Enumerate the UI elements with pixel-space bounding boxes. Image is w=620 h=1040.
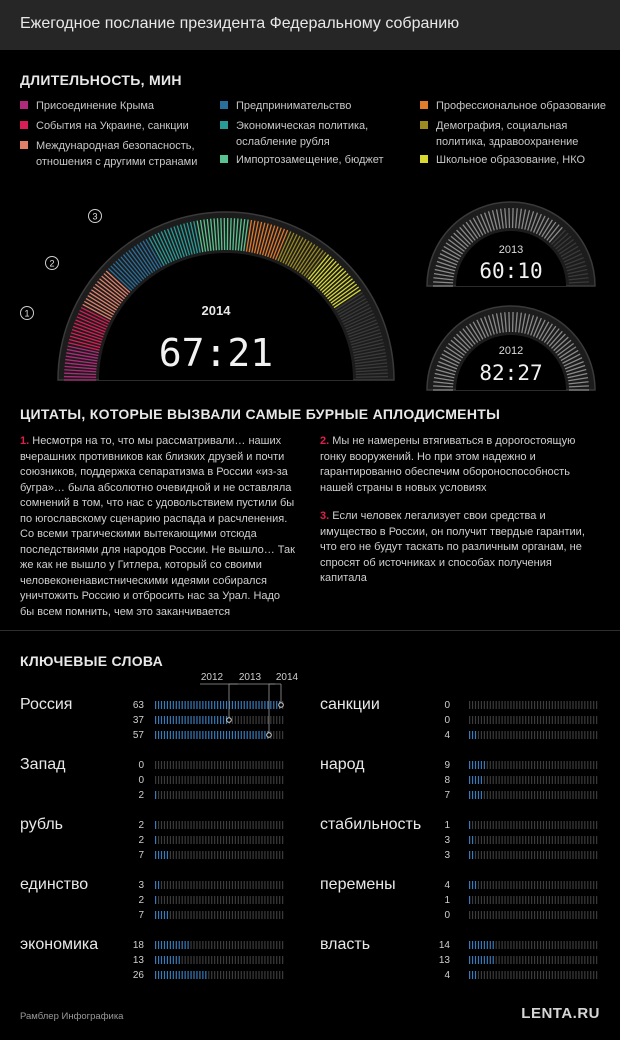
legend-label: События на Украине, санкции — [36, 120, 189, 132]
svg-text:2014: 2014 — [275, 672, 299, 683]
svg-text:2: 2 — [49, 258, 55, 269]
keyword-bar-2013 — [470, 716, 597, 724]
year-callout-2014 — [267, 672, 299, 737]
keyword-count-2012: 63 — [132, 700, 144, 711]
duration-title: ДЛИТЕЛЬНОСТЬ, МИН — [20, 72, 182, 88]
keyword-label: народ — [320, 756, 365, 773]
keyword-count-2014: 0 — [444, 910, 450, 921]
keyword-count-2012: 0 — [444, 700, 450, 711]
keyword-bar-2014 — [156, 971, 283, 979]
quote-text: Несмотря на то, что мы рассматривали… наших вчерашних противников как близких друзей и почти союзников, поддержка сепаратизма в России «из-за бугра»… была абсолютно очевидной и не оставляла сомнений в том, что нас с удовольствием пустили бы по югославскому сценарию распада и расчленения. Со всеми трагическими вытекающими отсюда последствиями для народов России. Не вышло… Так же как не вышло у Гитлера, который со своими человеконенавистническими идеями собирался уничтожить Россию и отбросить нас за Урал. Надо бы всем помнить, чем это заканчивается — [20, 435, 295, 618]
svg-text:2013: 2013 — [238, 672, 262, 683]
quote-marker-2 — [46, 257, 59, 270]
quote-number: 2. — [320, 435, 330, 447]
keyword-count-2014: 7 — [138, 850, 144, 861]
keyword-count-2014: 4 — [444, 730, 450, 741]
gauge-value-2014: 67:21 — [158, 331, 274, 375]
keyword-count-2014: 26 — [132, 970, 144, 981]
keyword-count-2012: 18 — [132, 940, 144, 951]
keyword-bar-2013 — [156, 776, 283, 784]
keyword-count-2013: 0 — [138, 775, 144, 786]
keyword-count-2012: 9 — [444, 760, 450, 771]
legend-label: Предпринимательство — [236, 100, 352, 112]
keyword-label: рубль — [20, 816, 64, 833]
gauge-value-2012: 82:27 — [479, 361, 543, 385]
gauge-tick — [356, 377, 388, 378]
keyword-bar-2013 — [156, 836, 283, 844]
section-divider — [0, 630, 620, 631]
footer-brand: LENTA.RU — [521, 1005, 600, 1022]
keyword-count-2014: 3 — [444, 850, 450, 861]
keyword-count-2013: 37 — [132, 715, 144, 726]
year-callout-2012 — [200, 672, 283, 707]
keywords-title: КЛЮЧЕВЫЕ СЛОВА — [20, 653, 164, 669]
gauge-tick — [509, 208, 510, 228]
quote-text: Мы не намерены втягиваться в дорогостоящую гонку вооружений. Но при этом надежно и гарантированно обеспечим обороноспособность нашей страны в новых условиях — [320, 435, 576, 494]
legend-label: Экономическая политика, ослабление рубля — [236, 120, 369, 148]
quote-3 — [320, 509, 600, 587]
gauge-year-2014: 2014 — [201, 303, 231, 318]
gauge-tick — [513, 208, 514, 228]
keyword-bar-2014 — [470, 911, 597, 919]
quote-text: Если человек легализует свои средства и имущество в России, он получит твердые гарантии, что его не будут таскать по различным органам, не спросят об источниках и способах получения капитала — [320, 510, 585, 584]
svg-text:2012: 2012 — [200, 672, 224, 683]
duration-gauges — [0, 0, 620, 395]
keyword-label: перемены — [320, 876, 396, 893]
keyword-label: единство — [20, 876, 89, 893]
gauge-tick — [509, 312, 510, 332]
keyword-count-2014: 7 — [138, 910, 144, 921]
quote-marker-1 — [21, 307, 34, 320]
quote-number: 3. — [320, 510, 330, 522]
keyword-count-2012: 0 — [138, 760, 144, 771]
keyword-label: стабильность — [320, 816, 422, 833]
keyword-count-2012: 14 — [438, 940, 450, 951]
keyword-bar-2012 — [470, 701, 597, 709]
keyword-bar-2012 — [156, 941, 283, 949]
keyword-bar-2014 — [156, 791, 283, 799]
keyword-bar-2014 — [156, 731, 283, 739]
keyword-bar-2013 — [156, 716, 283, 724]
legend-label: Профессиональное образование — [436, 100, 607, 112]
keyword-bar-2012 — [470, 881, 597, 889]
keyword-bar-2014 — [470, 971, 597, 979]
keyword-count-2013: 1 — [444, 895, 450, 906]
keyword-bar-2012 — [156, 881, 283, 889]
keyword-bar-2013 — [470, 956, 597, 964]
keyword-count-2013: 2 — [138, 895, 144, 906]
keyword-label: Запад — [20, 756, 66, 773]
keyword-bar-2013 — [156, 896, 283, 904]
quote-2 — [320, 434, 600, 496]
gauge-tick — [513, 312, 514, 332]
keyword-bar-2013 — [156, 956, 283, 964]
keyword-count-2013: 0 — [444, 715, 450, 726]
keyword-bar-2012 — [470, 941, 597, 949]
quotes-title: ЦИТАТЫ, КОТОРЫЕ ВЫЗВАЛИ САМЫЕ БУРНЫЕ АПЛОДИСМЕНТЫ — [20, 406, 501, 422]
keyword-count-2013: 3 — [444, 835, 450, 846]
keyword-count-2013: 13 — [132, 955, 144, 966]
keyword-label: власть — [320, 936, 371, 953]
keyword-count-2014: 57 — [132, 730, 144, 741]
keyword-bar-2013 — [470, 836, 597, 844]
page-title: Ежегодное послание президента Федеральному собранию — [20, 15, 460, 32]
keyword-count-2014: 2 — [138, 790, 144, 801]
svg-text:1: 1 — [24, 308, 30, 319]
quote-1 — [20, 434, 296, 620]
keyword-bar-2014 — [470, 791, 597, 799]
gauge-tick — [64, 377, 96, 378]
quote-number: 1. — [20, 435, 30, 447]
gauge-year-2012: 2012 — [498, 345, 524, 357]
keyword-bar-2014 — [156, 851, 283, 859]
keyword-bar-2012 — [470, 821, 597, 829]
gauge-value-2013: 60:10 — [479, 259, 543, 283]
keyword-bar-2014 — [470, 731, 597, 739]
keyword-label: санкции — [320, 696, 380, 713]
keyword-count-2012: 4 — [444, 880, 450, 891]
legend-label: Импортозамещение, бюджет — [236, 154, 384, 166]
keyword-bar-2014 — [156, 911, 283, 919]
legend-label: Присоединение Крыма — [36, 100, 155, 112]
keyword-bar-2013 — [470, 896, 597, 904]
keyword-count-2012: 2 — [138, 820, 144, 831]
keyword-count-2013: 2 — [138, 835, 144, 846]
quote-marker-3 — [89, 210, 102, 223]
keyword-count-2014: 4 — [444, 970, 450, 981]
footer-credit: Рамблер Инфографика — [20, 1011, 124, 1022]
legend-label: Школьное образование, НКО — [436, 154, 586, 166]
keyword-label: Россия — [20, 696, 73, 713]
keyword-bar-2012 — [156, 821, 283, 829]
keyword-count-2012: 3 — [138, 880, 144, 891]
keyword-count-2012: 1 — [444, 820, 450, 831]
legend-label: Международная безопасность, отношения с другими странами — [36, 140, 198, 168]
keyword-bar-2014 — [470, 851, 597, 859]
legend-label: Демография, социальная политика, здравоохранение — [436, 120, 579, 148]
year-callout-2013 — [227, 672, 262, 722]
keyword-bar-2012 — [156, 701, 283, 709]
svg-text:3: 3 — [92, 211, 98, 222]
keyword-label: экономика — [20, 936, 99, 953]
keyword-count-2014: 7 — [444, 790, 450, 801]
keyword-bar-2012 — [470, 761, 597, 769]
keyword-count-2013: 13 — [438, 955, 450, 966]
keyword-bar-2012 — [156, 761, 283, 769]
keyword-count-2013: 8 — [444, 775, 450, 786]
gauge-year-2013: 2013 — [498, 244, 524, 256]
keyword-bar-2013 — [470, 776, 597, 784]
